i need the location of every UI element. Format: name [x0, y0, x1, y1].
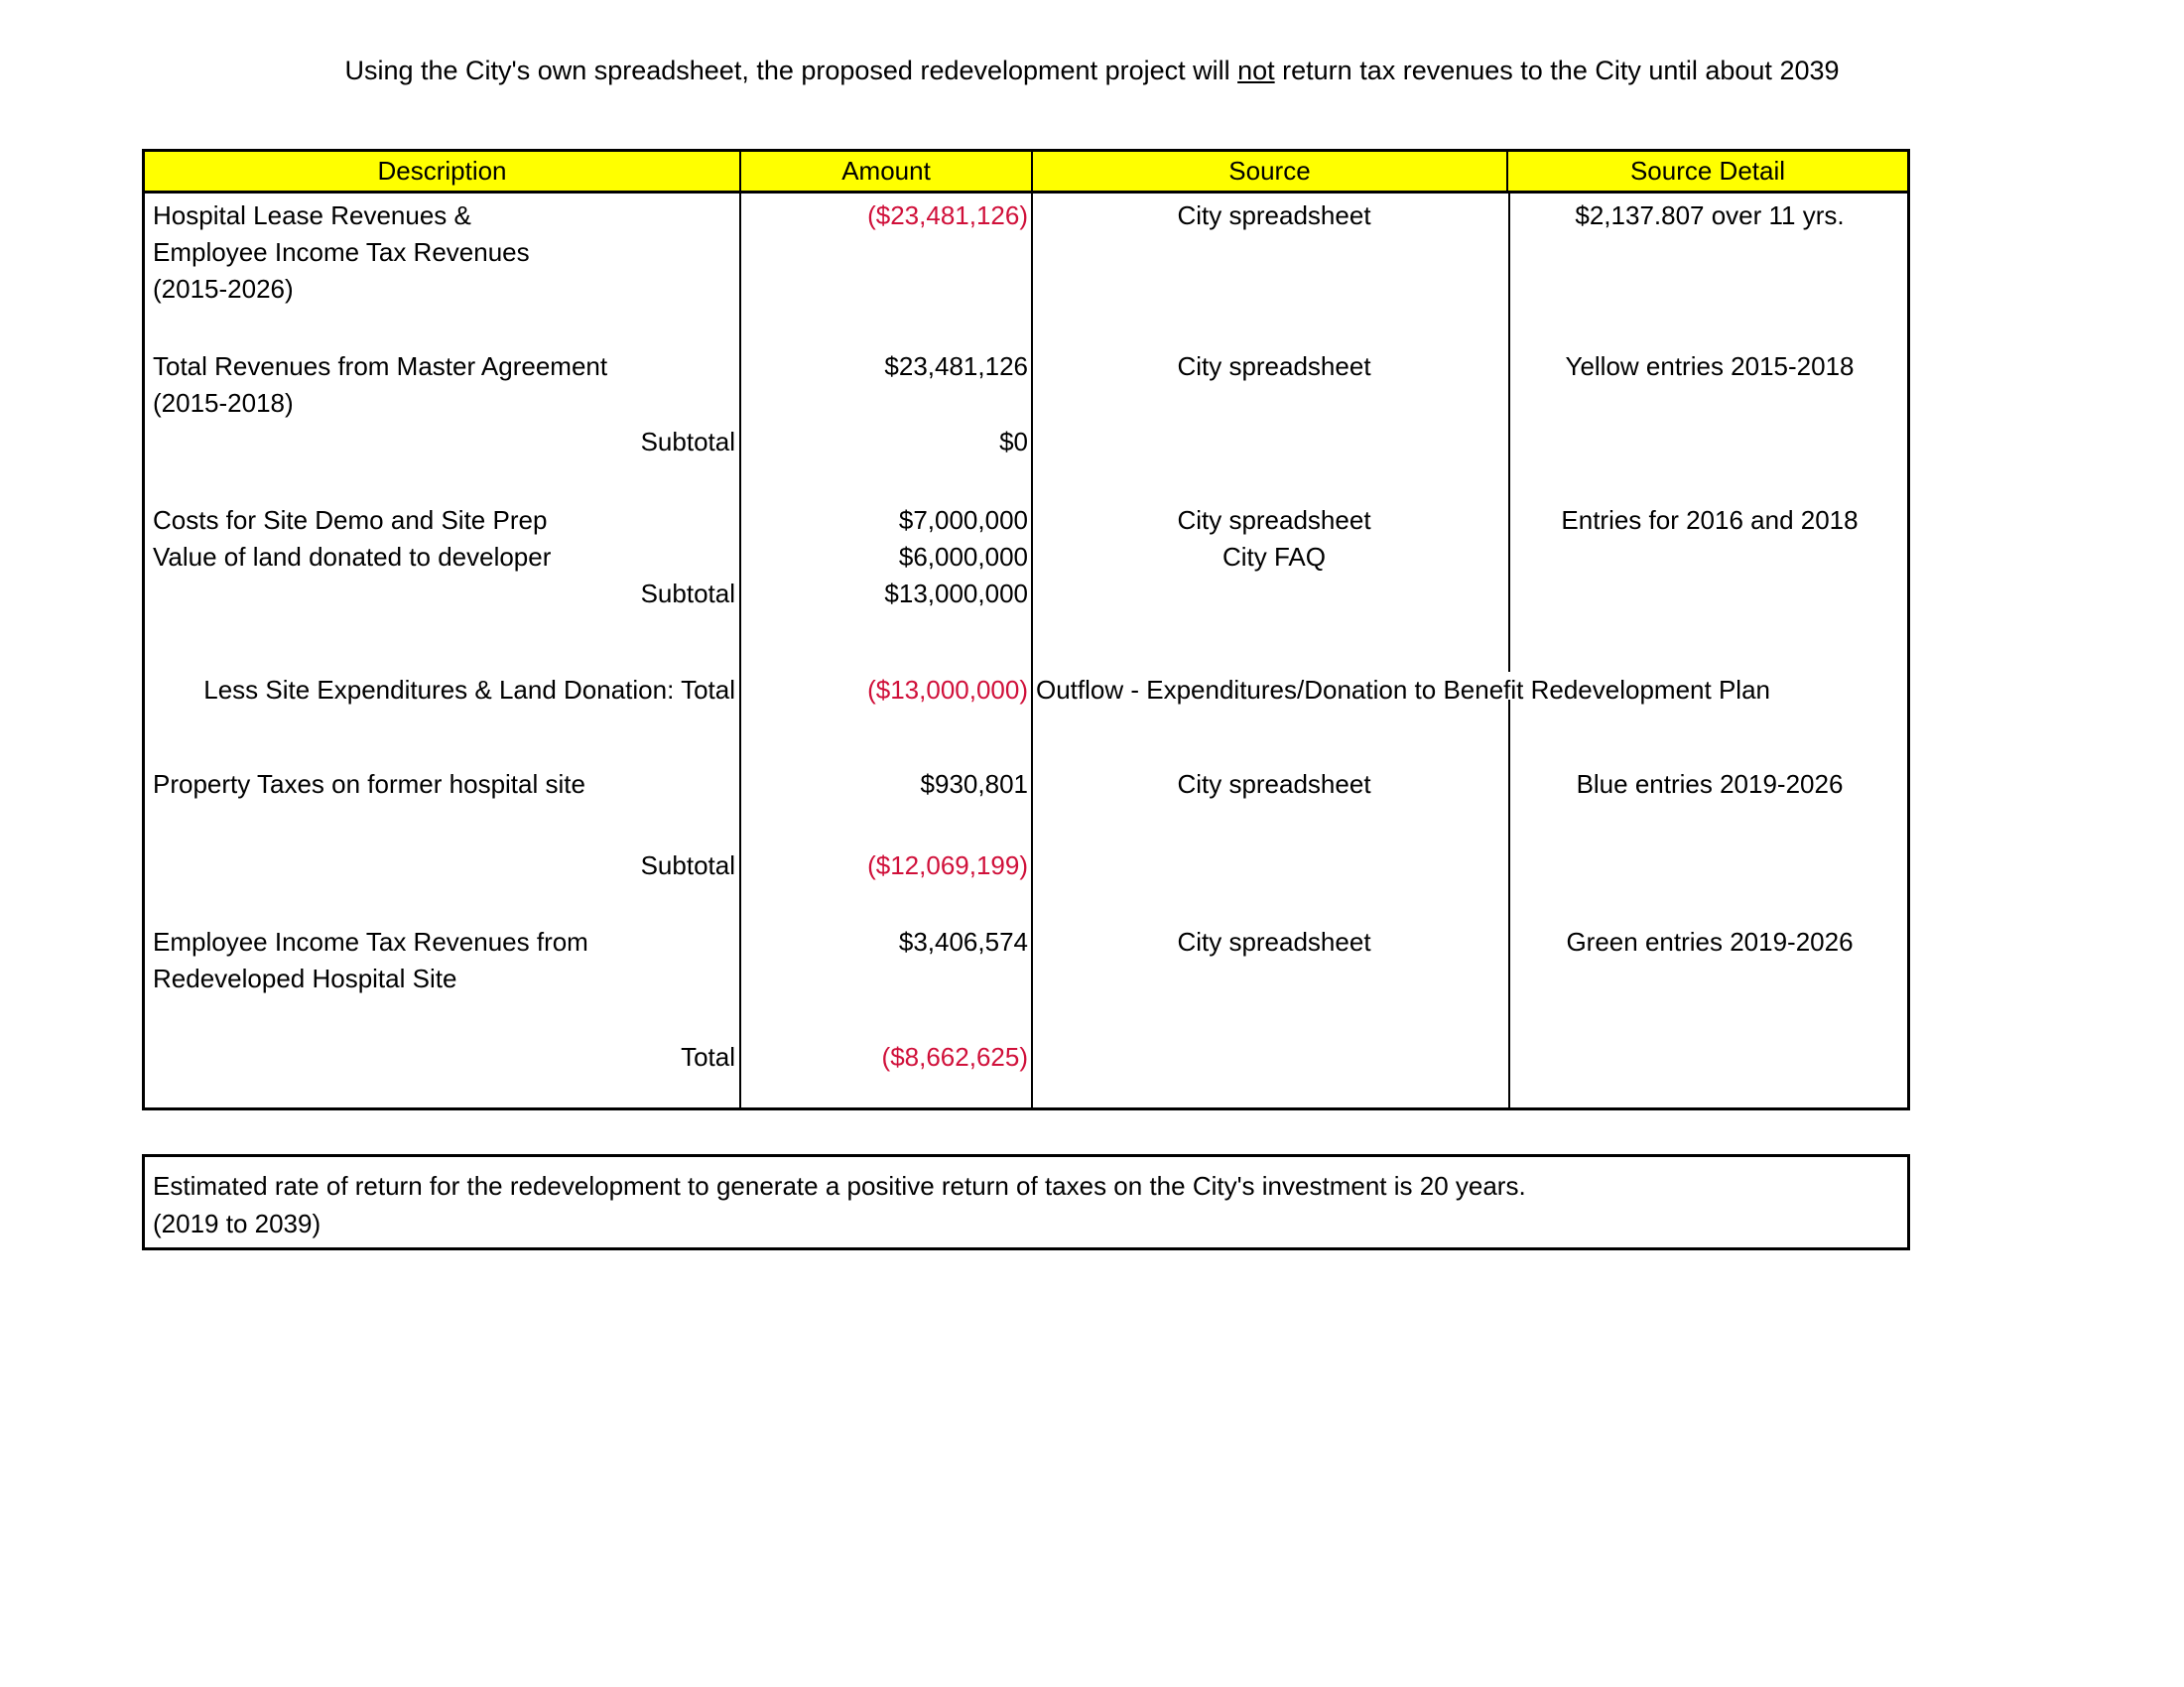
row-12-amount: $3,406,574 [898, 927, 1028, 957]
row-9-description: Less Site Expenditures & Land Donation: Total [189, 675, 735, 705]
row-10-source: City spreadsheet [1177, 769, 1371, 799]
column-header-source-label: Source [1228, 156, 1311, 186]
footer-note-line-2: (2019 to 2039) [153, 1209, 321, 1238]
row-7-description: Value of land donated to developer [153, 542, 552, 572]
row-9-wide-note: Outflow - Expenditures/Donation to Benefit Redevelopment Plan [1036, 675, 1770, 705]
column-header-source-detail [1508, 152, 1907, 191]
row-4-description: (2015-2018) [153, 388, 294, 418]
column-header-source [1033, 152, 1508, 191]
row-3-amount: $23,481,126 [884, 351, 1028, 381]
row-14-description: Total [681, 1042, 735, 1072]
row-7-source: City FAQ [1221, 542, 1326, 572]
footer-note-box [142, 1154, 1910, 1250]
column-header-description-label: Description [377, 156, 507, 186]
row-11-amount: ($12,069,199) [867, 850, 1028, 880]
row-0-amount: ($23,481,126) [867, 200, 1028, 230]
row-12-description: Employee Income Tax Revenues from [153, 927, 588, 957]
row-12-source-detail: Green entries 2019-2026 [1566, 927, 1854, 957]
table-header-row [145, 152, 1907, 194]
row-0-source: City spreadsheet [1177, 200, 1371, 230]
table-body [145, 194, 1907, 1107]
row-3-source: City spreadsheet [1177, 351, 1371, 381]
row-0-description: Hospital Lease Revenues & [153, 200, 471, 230]
row-10-source-detail: Blue entries 2019-2026 [1576, 769, 1844, 799]
row-1-description: Employee Income Tax Revenues [153, 237, 530, 267]
row-10-description: Property Taxes on former hospital site [153, 769, 585, 799]
row-7-amount: $6,000,000 [898, 542, 1028, 572]
row-11-description: Subtotal [640, 850, 735, 880]
column-header-amount-label: Amount [841, 156, 931, 186]
row-10-amount: $930,801 [920, 769, 1028, 799]
page-title [0, 55, 2184, 86]
row-6-description: Costs for Site Demo and Site Prep [153, 505, 548, 535]
row-3-source-detail: Yellow entries 2015-2018 [1565, 351, 1855, 381]
row-5-description: Subtotal [640, 427, 735, 456]
row-6-source: City spreadsheet [1177, 505, 1371, 535]
column-divider-description-amount [739, 194, 741, 1107]
row-5-amount: $0 [999, 427, 1028, 456]
column-divider-source-detail-top [1508, 194, 1510, 672]
row-13-description: Redeveloped Hospital Site [153, 964, 457, 993]
page-title-text-after: return tax revenues to the City until about 2039 [1274, 56, 1840, 85]
row-2-description: (2015-2026) [153, 274, 294, 304]
footer-note-line-1: Estimated rate of return for the redevelopment to generate a positive return of taxes on the City's investment is 20 years. [153, 1171, 1526, 1201]
column-header-description [145, 152, 741, 191]
column-divider-source-detail-bottom [1508, 700, 1510, 1107]
row-12-source: City spreadsheet [1177, 927, 1371, 957]
page-title-emphasis-not: not [1237, 56, 1275, 85]
row-6-amount: $7,000,000 [898, 505, 1028, 535]
column-divider-amount-source [1031, 194, 1033, 1107]
finance-summary-table [142, 149, 1910, 1110]
row-8-amount: $13,000,000 [884, 579, 1028, 608]
column-header-source-detail-label: Source Detail [1629, 156, 1786, 186]
row-14-amount: ($8,662,625) [881, 1042, 1028, 1072]
column-header-amount [741, 152, 1033, 191]
row-6-source-detail: Entries for 2016 and 2018 [1561, 505, 1859, 535]
row-3-description: Total Revenues from Master Agreement [153, 351, 608, 381]
row-9-amount: ($13,000,000) [867, 675, 1028, 705]
page-title-text-before: Using the City's own spreadsheet, the proposed redevelopment project will [344, 56, 1238, 85]
row-0-source-detail: $2,137.807 over 11 yrs. [1575, 200, 1845, 230]
row-8-description: Subtotal [640, 579, 735, 608]
